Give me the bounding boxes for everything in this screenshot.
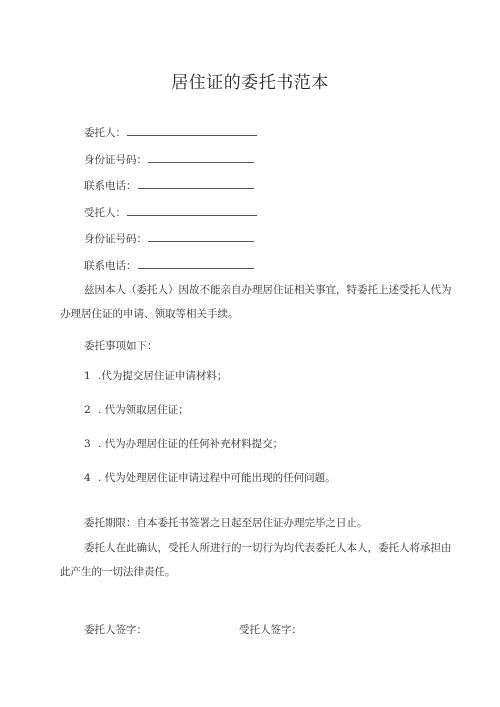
matter-text: . 代为办理居住证的任何补充材料提交； xyxy=(98,438,284,450)
agent-phone-blank[interactable] xyxy=(138,258,254,269)
principal-name-blank[interactable] xyxy=(127,125,257,136)
agent-signature-label: 受托人签字： xyxy=(239,624,302,636)
matter-item-3 xyxy=(84,437,283,451)
principal-id-blank[interactable] xyxy=(148,152,254,163)
principal-phone-field xyxy=(84,178,254,193)
period-paragraph: 委托期限：自本委托书签署之日起至居住证办理完毕之日止。 xyxy=(84,517,368,529)
agent-id-blank[interactable] xyxy=(148,231,254,242)
agent-name-label: 受托人： xyxy=(84,207,126,219)
agent-id-label: 身份证号码： xyxy=(84,233,147,245)
principal-phone-blank[interactable] xyxy=(138,178,254,189)
matter-number: 4 xyxy=(84,472,91,484)
agent-name-blank[interactable] xyxy=(127,205,257,216)
matter-item-4 xyxy=(84,471,336,485)
agent-id-field xyxy=(84,231,254,246)
confirmation-paragraph: 委托人在此确认，受托人所进行的一切行为均代表委托人本人，委托人将承担由此产生的一切法律责任。 xyxy=(60,542,452,578)
principal-id-field xyxy=(84,152,254,167)
agent-phone-field xyxy=(84,258,254,273)
principal-signature-label: 委托人签字： xyxy=(84,624,147,636)
matter-item-1 xyxy=(84,369,227,383)
principal-phone-label: 联系电话： xyxy=(84,180,137,192)
matter-item-2 xyxy=(84,403,189,417)
matter-text: . 代为处理居住证申请过程中可能出现的任何问题。 xyxy=(98,472,336,484)
principal-id-label: 身份证号码： xyxy=(84,154,147,166)
matter-number: 1 xyxy=(84,370,91,382)
agent-name-field xyxy=(84,205,257,220)
matter-text: .代为提交居住证申请材料； xyxy=(98,370,228,382)
agent-phone-label: 联系电话： xyxy=(84,260,137,272)
document-title: 居住证的委托书范本 xyxy=(171,73,329,93)
statement-paragraph: 兹因本人（委托人）因故不能亲自办理居住证相关事宜，特委托上述受托人代为办理居住证的申请、领取等相关手续。 xyxy=(60,284,452,320)
matters-heading: 委托事项如下： xyxy=(84,340,158,352)
principal-name-field xyxy=(84,125,257,140)
matter-number: 2 xyxy=(84,404,91,416)
principal-name-label: 委托人： xyxy=(84,127,126,139)
matter-number: 3 xyxy=(84,438,91,450)
matter-text: . 代为领取居住证； xyxy=(98,404,189,416)
